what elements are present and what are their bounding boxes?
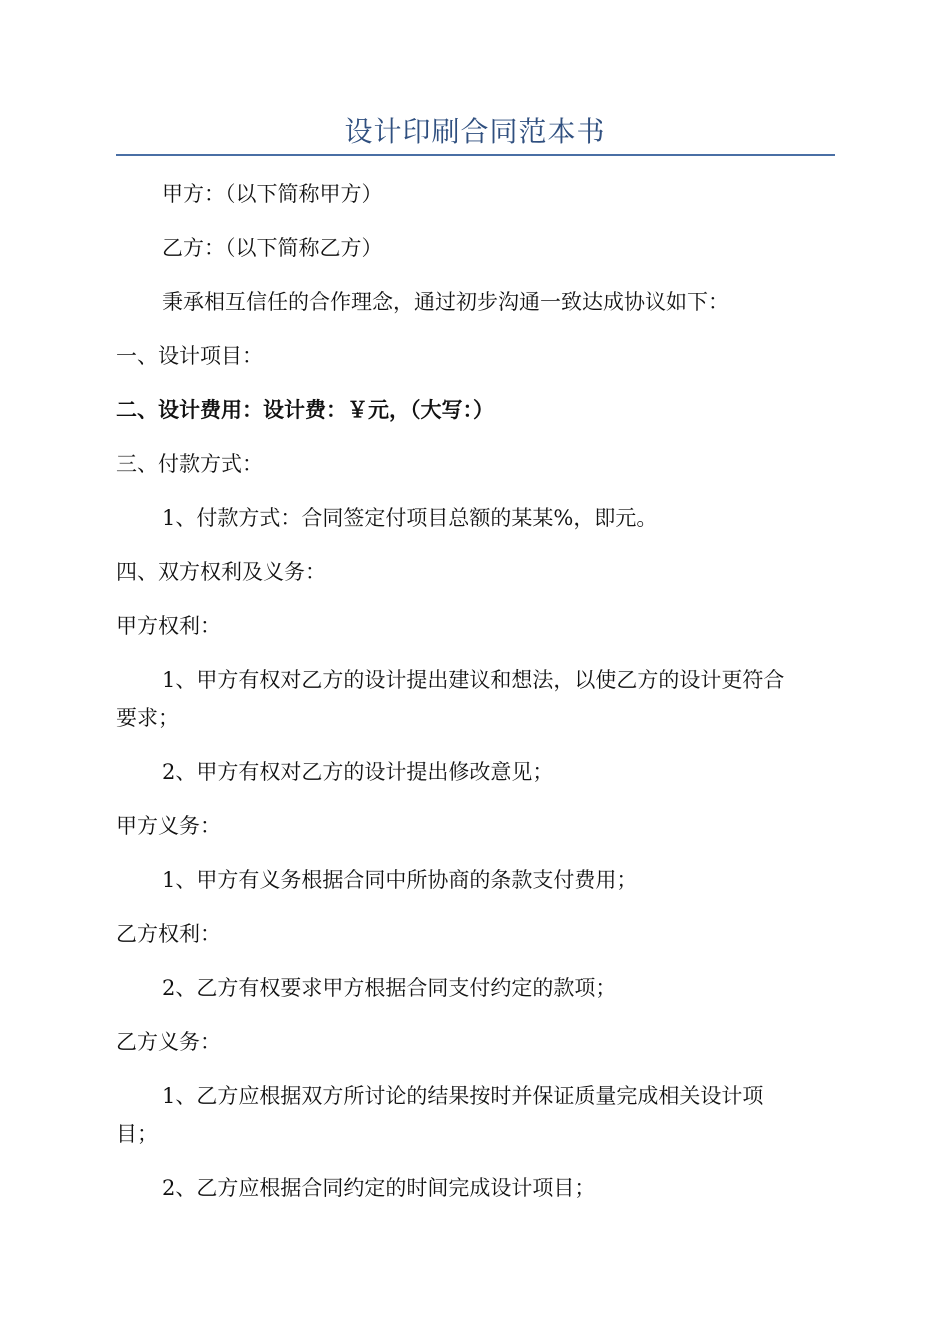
party-b-line: 乙方：（以下简称乙方） [162,236,383,260]
party-a-duty-1: 1、甲方有义务根据合同中所协商的条款支付费用； [162,868,638,892]
party-a-line: 甲方：（以下简称甲方） [162,182,383,206]
title-underline [116,154,835,156]
section-2-heading: 二、设计费用：设计费：￥元，（大写：） [116,398,494,422]
section-1-heading: 一、设计项目： [116,344,263,368]
party-a-right-1: 1、甲方有权对乙方的设计提出建议和想法，以使乙方的设计更符合 [162,668,785,692]
party-b-duties-heading: 乙方义务： [116,1030,221,1054]
payment-clause: 1、付款方式：合同签定付项目总额的某某%，即元。 [162,506,658,530]
section-3-heading: 三、付款方式： [116,452,263,476]
party-b-duty-2: 2、乙方应根据合同约定的时间完成设计项目； [162,1176,596,1200]
party-a-right-2: 2、甲方有权对乙方的设计提出修改意见； [162,760,554,784]
section-4-heading: 四、双方权利及义务： [116,560,326,584]
party-a-rights-heading: 甲方权利： [116,614,221,638]
preamble-line: 秉承相互信任的合作理念，通过初步沟通一致达成协议如下： [162,290,729,314]
party-a-right-1-cont: 要求； [116,706,179,730]
party-b-rights-heading: 乙方权利： [116,922,221,946]
party-a-duties-heading: 甲方义务： [116,814,221,838]
party-b-right-2: 2、乙方有权要求甲方根据合同支付约定的款项； [162,976,617,1000]
document-title: 设计印刷合同范本书 [344,115,606,148]
party-b-duty-1: 1、乙方应根据双方所讨论的结果按时并保证质量完成相关设计项 [162,1084,764,1108]
party-b-duty-1-cont: 目； [116,1122,158,1146]
